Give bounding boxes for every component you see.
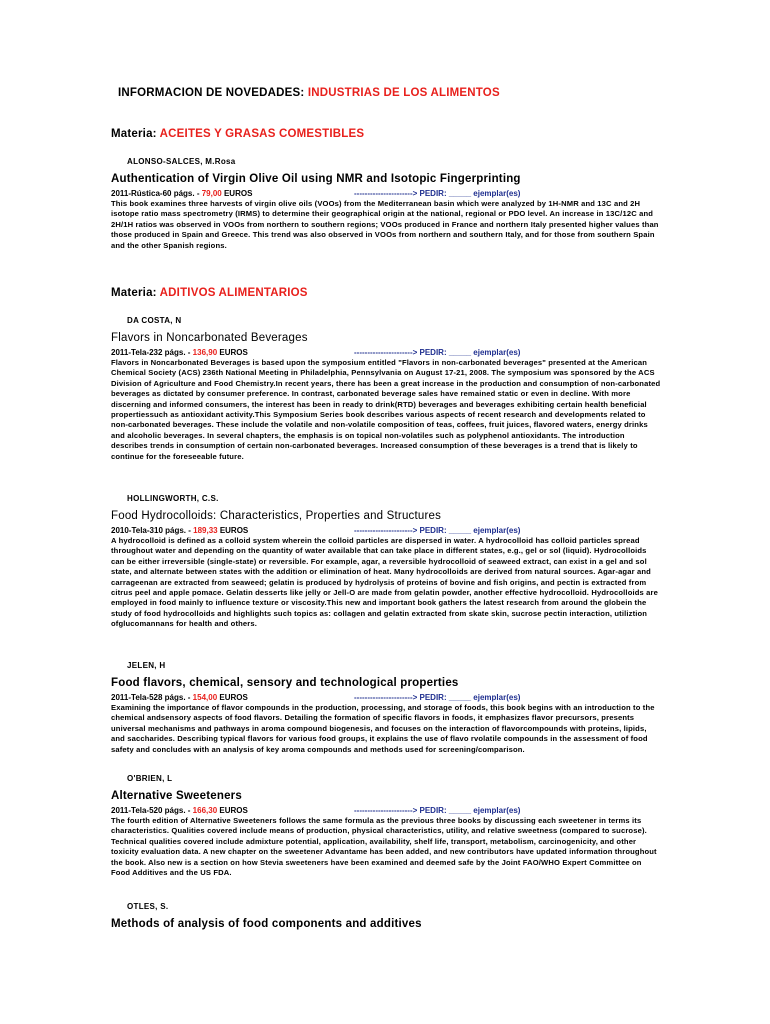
book-currency: EUROS [217, 526, 249, 535]
book-currency: EUROS [217, 693, 248, 702]
book-currency: EUROS [217, 806, 248, 815]
header-prefix: INFORMACION DE NOVEDADES: [118, 87, 308, 99]
order-link[interactable]: ----------------------> PEDIR: _____ ejemplar(es) [354, 806, 521, 815]
book-author: O'BRIEN, L [127, 774, 173, 783]
book-entry [111, 774, 661, 878]
book-entry [111, 157, 661, 251]
book-author: HOLLINGWORTH, C.S. [127, 494, 219, 503]
book-description: A hydrocolloid is defined as a colloid system wherein the colloid particles are dispersed in water. A hydrocolloid has colloid particles spread throughout water and depending on the quantity of water available that can take place in different states, e.g., gel or sol (liquid). Hydrocolloids can be either irreversible (single-state) or reversible. For example, agar, a reversible hydrocolloid of seaweed extract, can exist in a gel and sol state, and alternate between states with the addition or elimination of heat. Many hydrocolloids are derived from natural sources. Agar-agar and carrageenan are extracted from seaweed; gelatin is produced by hydrolysis of proteins of bovine and fish origins, and pectin is extracted from citrus peel and apple pomace. Gelatin desserts like jelly or Jell-O are made from gelatin powder, another effective hydrocolloid. Hydrocolloids are employed in food mainly to influence texture or viscosity.This new and important book gathers the latest research from around the globein the study of food hydrocolloids and highlights such topics as: collagen and gelatin extracted from skate skin, sucrose pectin interaction, utiliztion ofglucomannans for health and others. [111, 536, 659, 629]
order-link[interactable]: ----------------------> PEDIR: _____ ejemplar(es) [354, 526, 521, 535]
book-author: OTLES, S. [127, 902, 169, 911]
book-price: 189,33 [193, 526, 218, 535]
section-name: ACEITES Y GRASAS COMESTIBLES [159, 128, 365, 140]
book-entry [111, 661, 661, 755]
book-description: Examining the importance of flavor compounds in the production, processing, and storage of foods, this book begins with an introduction to the chemical andsensory aspects of food flavors. Detailing the formation of specific flavors in foods, it emphasizes flavor precursors, presents universal mechanisms and pathways in aroma compound biogenesis, and focuses on the interaction of flavorcompounds with proteins, lipids, and saccharides. Describing typical flavors for various food groups, it explains the use of flavo rvolatile compounds in the assessment of food safety and concludes with an analysis of key aroma compounds and methods used for screening/comparison. [111, 703, 655, 754]
order-link[interactable]: ----------------------> PEDIR: _____ ejemplar(es) [354, 348, 521, 357]
header-category: INDUSTRIAS DE LOS ALIMENTOS [307, 87, 500, 99]
book-title: Methods of analysis of food components and additives [111, 918, 422, 930]
book-price: 79,00 [201, 189, 222, 198]
book-format: 2011-Tela-528 págs. - [111, 693, 193, 702]
book-meta [111, 526, 661, 536]
book-title: Food Hydrocolloids: Characteristics, Properties and Structures [111, 510, 442, 522]
section-heading-aditivos [111, 287, 308, 299]
book-currency: EUROS [221, 189, 253, 198]
book-meta [111, 348, 661, 358]
book-meta [111, 806, 661, 816]
book-author: ALONSO-SALCES, M.Rosa [127, 157, 236, 166]
book-title: Food flavors, chemical, sensory and technological properties [111, 677, 459, 689]
book-format: 2010-Tela-310 págs. - [111, 526, 194, 535]
book-description: This book examines three harvests of virgin olive oils (VOOs) from the Mediterranean basin which were analyzed by 1H-NMR and 13C and 2H isotope ratio mass spectrometry (IRMS) to determine their geographical origin at the national, regional or PDO level. An increase in 13C/12C and 2H/1H ratios was observed in VOOs from northern to southern regions; VOOs produced in France and northern Italy presented higher values than those produced in Spain and Greece. This trend was also observed in VOOs from northern and southern Italy, and for those from southern Spain and the other Spanish regions. [111, 199, 659, 250]
book-author: DA COSTA, N [127, 316, 182, 325]
book-price: 166,30 [192, 806, 218, 815]
page-header [118, 87, 500, 99]
book-title: Flavors in Noncarbonated Beverages [111, 332, 308, 344]
book-title: Authentication of Virgin Olive Oil using NMR and Isotopic Fingerprinting [111, 173, 521, 185]
order-link[interactable]: ----------------------> PEDIR: _____ ejemplar(es) [354, 189, 521, 198]
book-format: 2011-Tela-232 págs. - [111, 348, 193, 357]
book-description: Flavors in Noncarbonated Beverages is based upon the symposium entitled "Flavors in non-carbonated beverages" presented at the American Chemical Society (ACS) 236th National Meeting in Philadelphia, Pennsylvania on August 17-21, 2008. The symposium was sponsored by the ACS Division of Agriculture and Food Chemistry.In recent years, there has been a great increase in the production and consumption of non-carbonated beverages as dictated by consumer preference. In contrast, carbonated beverage sales have remained static or even in decline. With more discerning and informed consumers, the interest has been in ready to drink(RTD) beverages and beverages exhibiting certain health beneficial propertiessuch as antioxidant activity.This Symposium Series book describes various aspects of recent research and developments related to non-carbonated beverages. These include the volatile and non-volatile composition of teas, coffees, fruit juices, flavored waters, energy drinks and alcoholic beverages. In several chapters, the emphasis is on topical non-volatiles such as polyphenol antioxidants. The introduction describes trends in consumption of certain non-carbonated beverages. Increased consumption of these beverages is a trend that is likely to continue for the foreseeable future. [111, 358, 661, 461]
book-entry [111, 316, 661, 462]
section-label: Materia: [111, 287, 160, 299]
section-label: Materia: [111, 128, 160, 140]
book-meta [111, 189, 661, 199]
book-title: Alternative Sweeteners [111, 790, 242, 802]
section-name: ADITIVOS ALIMENTARIOS [159, 287, 308, 299]
book-entry [111, 494, 661, 630]
book-entry [111, 902, 661, 931]
book-author: JELEN, H [127, 661, 166, 670]
book-meta [111, 693, 661, 703]
book-price: 136,90 [192, 348, 218, 357]
book-currency: EUROS [217, 348, 248, 357]
book-format: 2011-Tela-520 págs. - [111, 806, 193, 815]
book-price: 154,00 [192, 693, 218, 702]
book-format: 2011-Rústica-60 págs. - [111, 189, 202, 198]
order-link[interactable]: ----------------------> PEDIR: _____ ejemplar(es) [354, 693, 521, 702]
book-description: The fourth edition of Alternative Sweeteners follows the same formula as the previous three books by discussing each sweetener in terms its characteristics. Qualities covered include means of production, physical characteristics, utility, and relative sweetness (compared to sucrose). Technical qualities covered include admixture potential, application, availability, shelf life, transport, metabolism, carcinogenicity, and other toxicity evaluation data. A new chapter on the sweetener Advantame has been added, and new contributors have updated information throughout the book. Also new is a section on how Stevia sweeteners have been examined and deemed safe by the Joint FAO/WHO Expert Committee on Food Additives and the US FDA. [111, 816, 657, 878]
section-heading-aceites [111, 128, 364, 140]
